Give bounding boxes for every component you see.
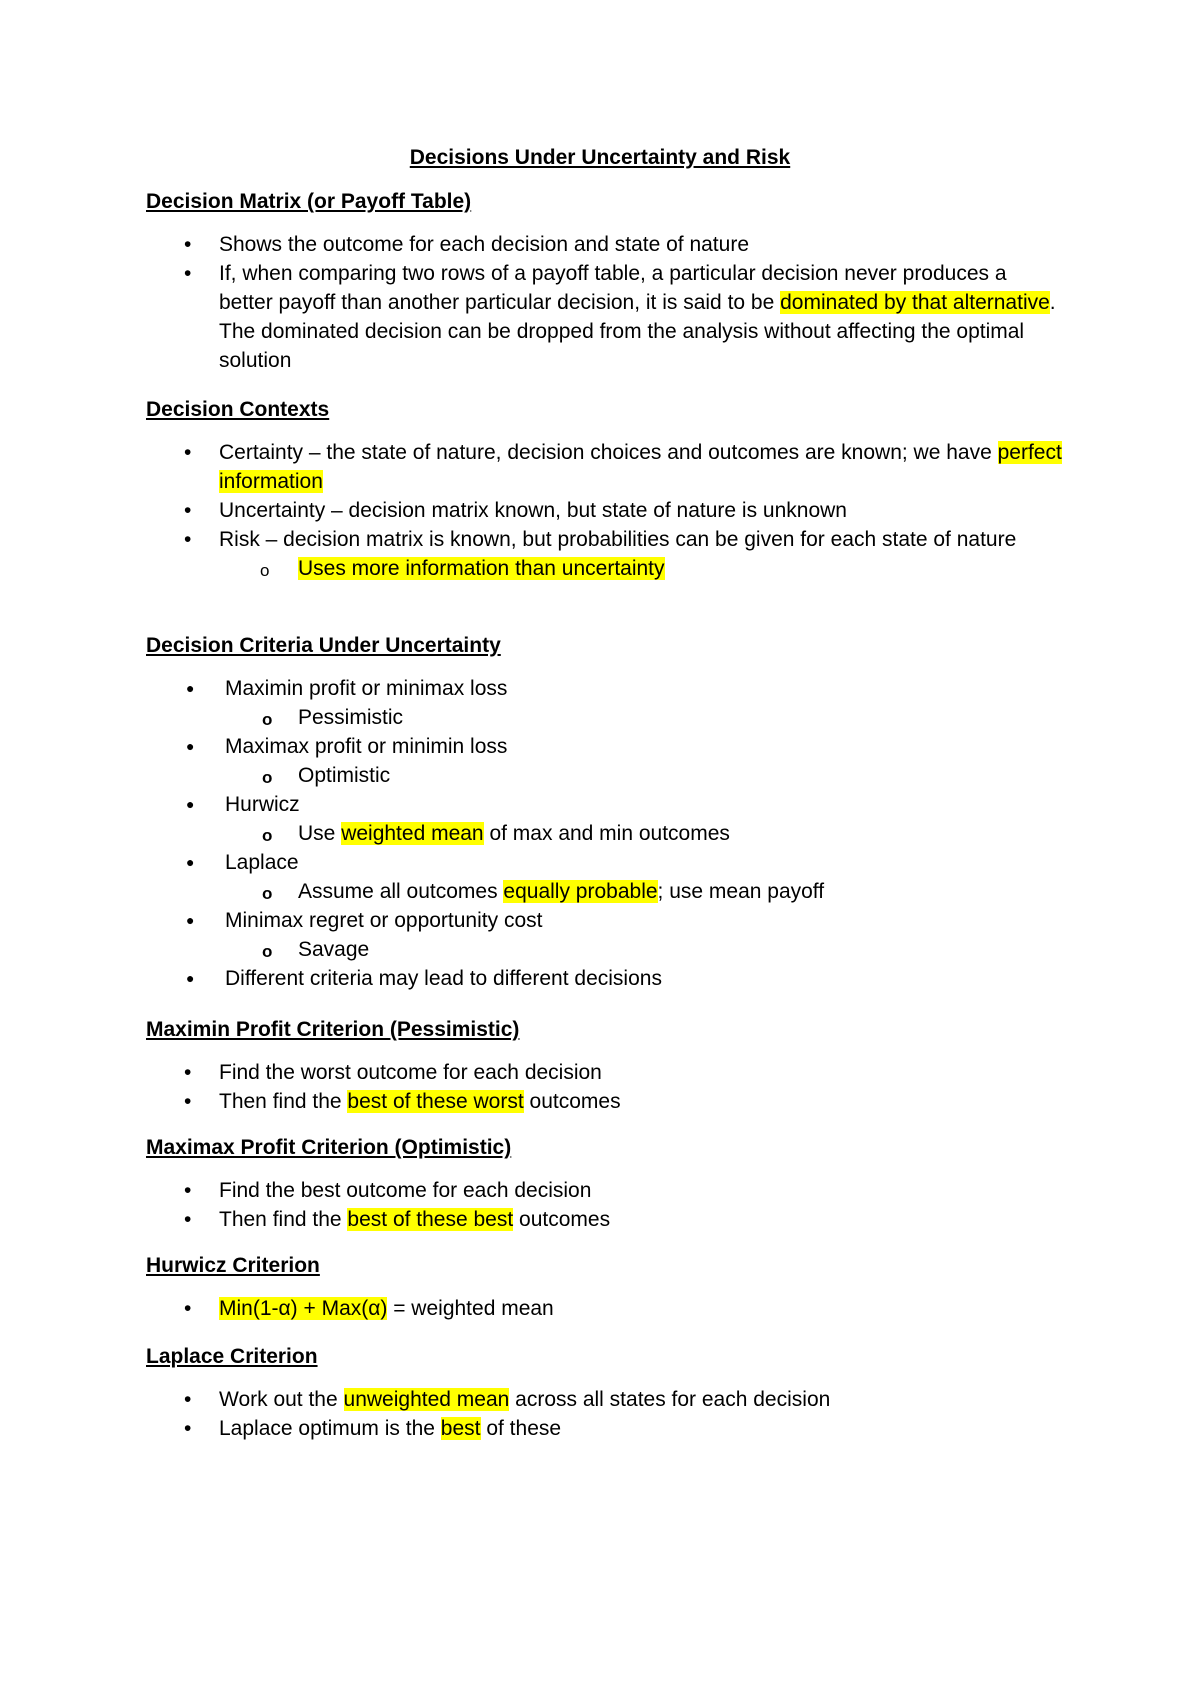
section-heading: Hurwicz Criterion bbox=[146, 1254, 320, 1277]
highlighted-text: best of these worst bbox=[347, 1090, 524, 1113]
list-item-text: outcomes bbox=[513, 1208, 611, 1231]
bullet-list bbox=[146, 674, 1066, 993]
highlighted-text: best of these best bbox=[347, 1208, 514, 1231]
list-item-text: Use bbox=[298, 822, 342, 845]
list-item bbox=[146, 1385, 1066, 1414]
list-item bbox=[146, 848, 1066, 877]
list-item-text: Assume all outcomes bbox=[298, 880, 504, 903]
page-title: Decisions Under Uncertainty and Risk bbox=[409, 146, 791, 169]
list-item bbox=[146, 732, 1066, 761]
section-maximin bbox=[146, 1016, 1066, 1116]
list-item-text: Laplace optimum is the bbox=[219, 1417, 441, 1440]
list-item-text: Hurwicz bbox=[225, 793, 300, 816]
list-item bbox=[146, 496, 1066, 525]
section-maximax bbox=[146, 1134, 1066, 1234]
list-item-text: Savage bbox=[298, 938, 370, 961]
section-heading: Decision Contexts bbox=[146, 398, 330, 421]
sub-list-item bbox=[146, 554, 1066, 583]
list-item bbox=[146, 438, 1066, 496]
list-item bbox=[146, 674, 1066, 703]
section-heading: Maximax Profit Criterion (Optimistic) bbox=[146, 1136, 512, 1159]
list-item-text: Laplace bbox=[225, 851, 299, 874]
list-item-text: of these bbox=[480, 1417, 562, 1440]
highlighted-text: unweighted mean bbox=[343, 1388, 510, 1411]
highlighted-text: equally probable bbox=[503, 880, 658, 903]
list-item bbox=[146, 230, 1066, 259]
bullet-list bbox=[146, 1385, 1066, 1443]
list-item-text: Optimistic bbox=[298, 764, 391, 787]
list-item-text: . The dominated decision can be dropped from the analysis without affecting the optimal solution bbox=[219, 291, 1056, 372]
section-laplace bbox=[146, 1343, 1066, 1443]
section-decision-matrix bbox=[146, 188, 1066, 375]
section-heading: Maximin Profit Criterion (Pessimistic) bbox=[146, 1018, 520, 1041]
sub-list-item bbox=[146, 877, 1066, 906]
list-item-text: Shows the outcome for each decision and state of nature bbox=[219, 233, 749, 256]
bullet-list bbox=[146, 438, 1066, 583]
highlighted-text: weighted mean bbox=[341, 822, 484, 845]
list-item-text: outcomes bbox=[523, 1090, 621, 1113]
list-item-text: across all states for each decision bbox=[509, 1388, 831, 1411]
list-item bbox=[146, 525, 1066, 554]
sub-list-item bbox=[146, 761, 1066, 790]
list-item-text: Find the best outcome for each decision bbox=[219, 1179, 592, 1202]
section-heading: Decision Criteria Under Uncertainty bbox=[146, 634, 501, 657]
list-item-text: = weighted mean bbox=[387, 1297, 554, 1320]
section-heading: Decision Matrix (or Payoff Table) bbox=[146, 190, 472, 213]
list-item bbox=[146, 964, 1066, 993]
list-item-text: Work out the bbox=[219, 1388, 344, 1411]
list-item-text: of max and min outcomes bbox=[483, 822, 730, 845]
highlighted-text: Uses more information than uncertainty bbox=[298, 557, 665, 580]
list-item-text: Pessimistic bbox=[298, 706, 404, 729]
list-item bbox=[146, 1058, 1066, 1087]
list-item-text: Certainty – the state of nature, decision choices and outcomes are known; we have bbox=[219, 441, 998, 464]
list-item-text: Uncertainty – decision matrix known, but state of nature is unknown bbox=[219, 499, 847, 522]
section-decision-criteria bbox=[146, 632, 1066, 993]
bullet-list bbox=[146, 1176, 1066, 1234]
list-item-text: ; use mean payoff bbox=[657, 880, 825, 903]
list-item-text: Risk – decision matrix is known, but probabilities can be given for each state of nature bbox=[219, 528, 1017, 551]
list-item bbox=[146, 1087, 1066, 1116]
bullet-list bbox=[146, 1058, 1066, 1116]
highlighted-text: dominated by that alternative bbox=[780, 291, 1050, 314]
highlighted-text: Min(1-α) + Max(α) bbox=[219, 1297, 388, 1320]
bullet-list bbox=[146, 1294, 1066, 1323]
list-item bbox=[146, 259, 1066, 375]
list-item bbox=[146, 906, 1066, 935]
list-item-text: Find the worst outcome for each decision bbox=[219, 1061, 602, 1084]
list-item-text: Minimax regret or opportunity cost bbox=[225, 909, 543, 932]
list-item bbox=[146, 790, 1066, 819]
highlighted-text: perfect information bbox=[219, 441, 1062, 493]
section-decision-contexts bbox=[146, 396, 1066, 583]
list-item-text: Different criteria may lead to different decisions bbox=[225, 967, 662, 990]
sub-list-item bbox=[146, 935, 1066, 964]
list-item bbox=[146, 1176, 1066, 1205]
list-item-text: Then find the bbox=[219, 1090, 348, 1113]
list-item-text: If, when comparing two rows of a payoff table, a particular decision never produces a better payoff than another particular decision, it is said to be bbox=[219, 262, 1007, 314]
list-item bbox=[146, 1205, 1066, 1234]
highlighted-text: best bbox=[440, 1417, 481, 1440]
list-item-text: Then find the bbox=[219, 1208, 348, 1231]
section-hurwicz bbox=[146, 1252, 1066, 1323]
list-item-text: Maximin profit or minimax loss bbox=[225, 677, 508, 700]
sub-list-item bbox=[146, 819, 1066, 848]
section-heading: Laplace Criterion bbox=[146, 1345, 318, 1368]
list-item-text: Maximax profit or minimin loss bbox=[225, 735, 508, 758]
bullet-list bbox=[146, 230, 1066, 375]
sub-list-item bbox=[146, 703, 1066, 732]
list-item bbox=[146, 1294, 1066, 1323]
list-item bbox=[146, 1414, 1066, 1443]
